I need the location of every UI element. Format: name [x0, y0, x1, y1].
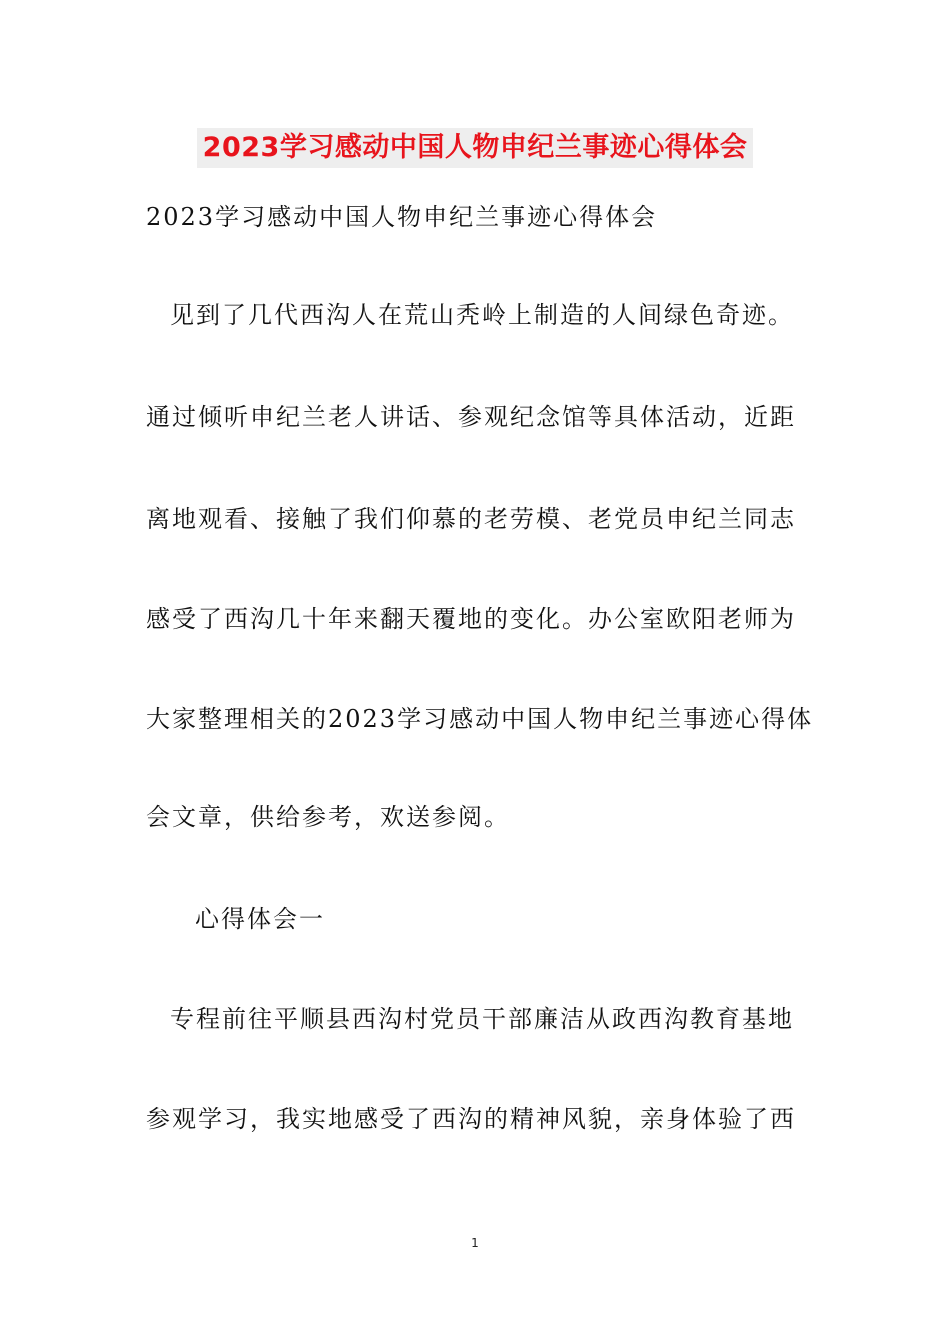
body-line: 通过倾听申纪兰老人讲话、参观纪念馆等具体活动，近距 [146, 403, 796, 431]
body-line: 大家整理相关的2023学习感动中国人物申纪兰事迹心得体 [146, 705, 814, 733]
body-line: 参观学习，我实地感受了西沟的精神风貌，亲身体验了西 [146, 1105, 796, 1133]
document-title: 2023学习感动中国人物申纪兰事迹心得体会 [197, 128, 754, 168]
section-heading: 心得体会一 [195, 905, 325, 933]
body-line-subtitle: 2023学习感动中国人物申纪兰事迹心得体会 [146, 203, 658, 231]
title-container [0, 128, 950, 168]
body-line: 离地观看、接触了我们仰慕的老劳模、老党员申纪兰同志 [146, 505, 796, 533]
body-line: 会文章，供给参考，欢送参阅。 [146, 803, 510, 831]
body-line: 感受了西沟几十年来翻天覆地的变化。办公室欧阳老师为 [146, 605, 796, 633]
body-line: 见到了几代西沟人在荒山秃岭上制造的人间绿色奇迹。 [170, 301, 794, 329]
body-line: 专程前往平顺县西沟村党员干部廉洁从政西沟教育基地 [170, 1005, 794, 1033]
page-number: 1 [471, 1236, 479, 1250]
